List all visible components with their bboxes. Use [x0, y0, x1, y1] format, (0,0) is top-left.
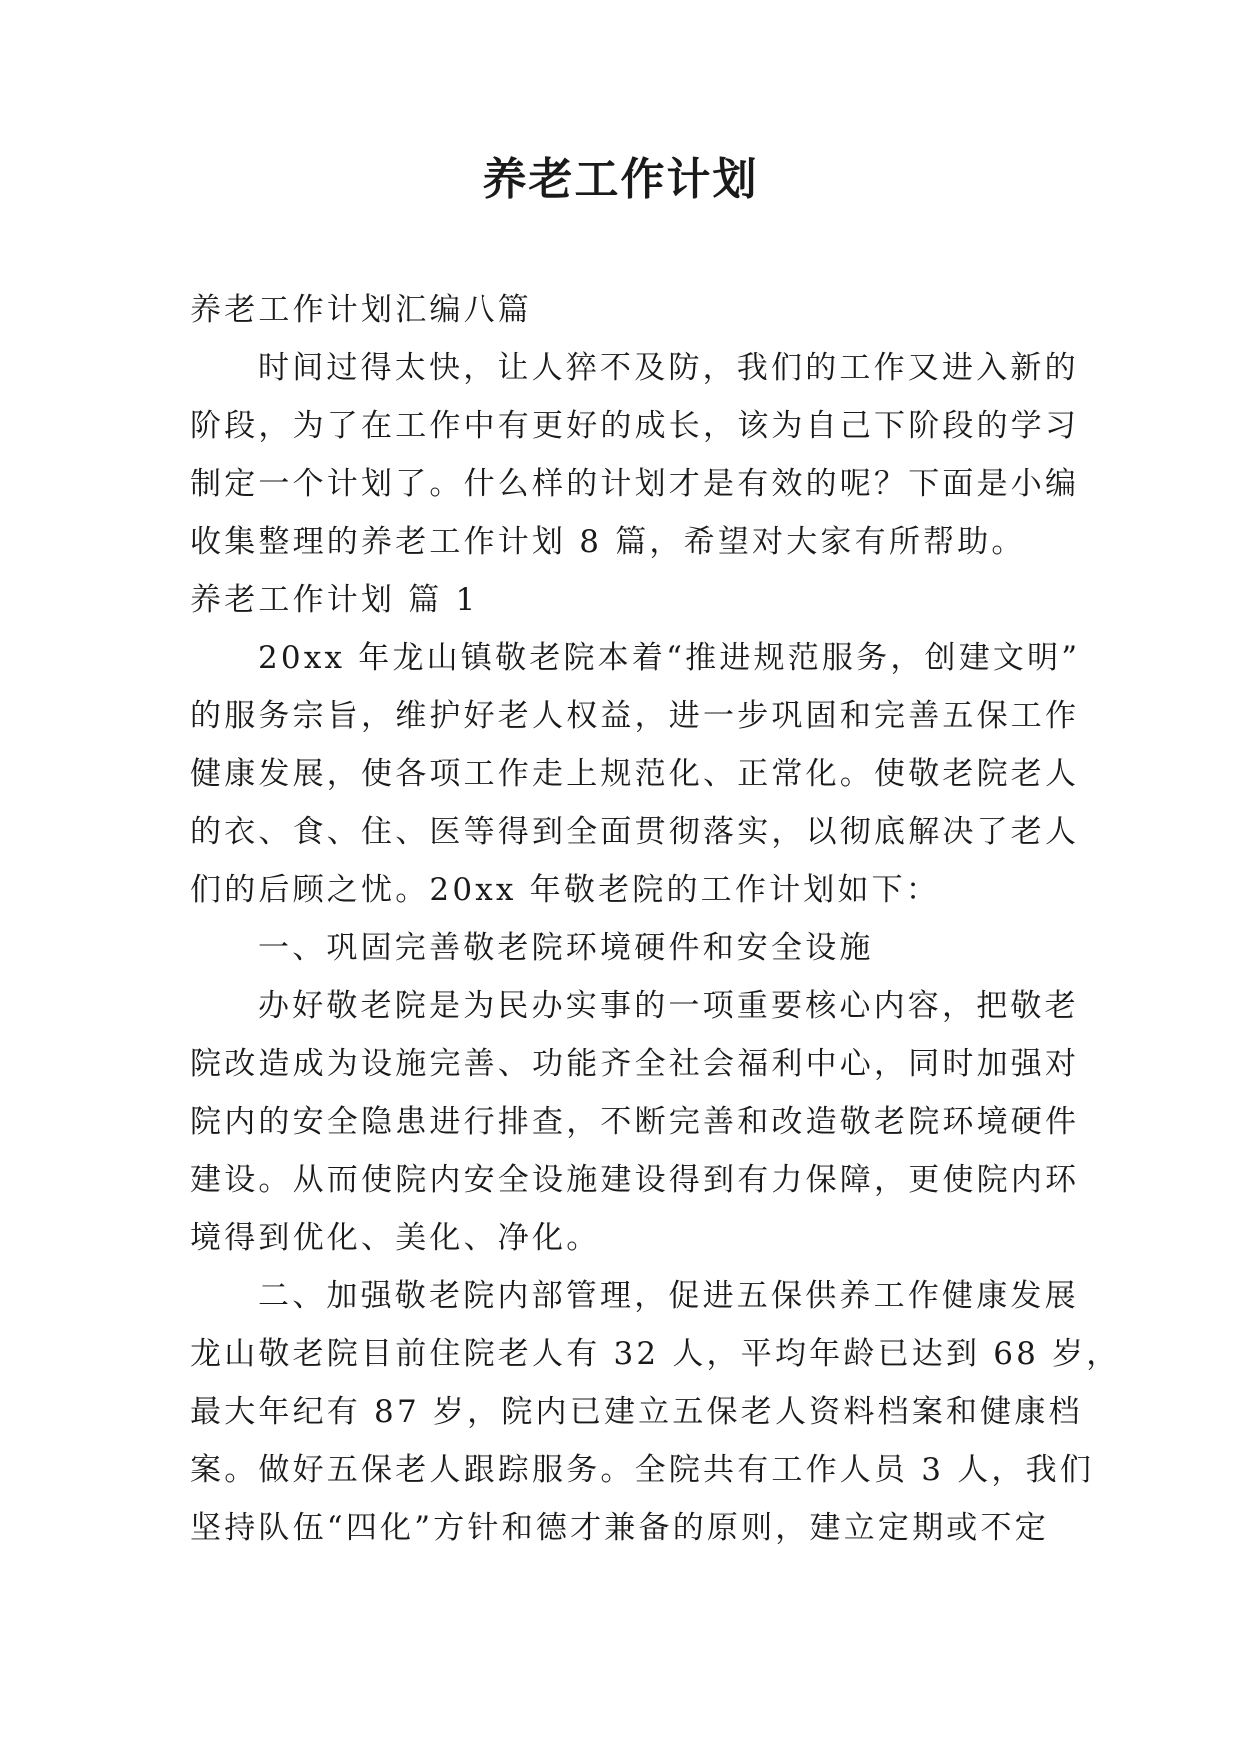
paragraph-line: 的服务宗旨，维护好老人权益，进一步巩固和完善五保工作	[190, 698, 1080, 734]
paragraph-line: 最大年纪有 87 岁，院内已建立五保老人资料档案和健康档	[190, 1394, 1083, 1430]
paragraph-line: 坚持队伍“四化”方针和德才兼备的原则，建立定期或不定	[190, 1510, 1049, 1546]
section-heading: 养老工作计划 篇 1	[190, 582, 479, 618]
paragraph-line: 龙山敬老院目前住院老人有 32 人，平均年龄已达到 68 岁，	[190, 1336, 1121, 1372]
paragraph-line: 阶段，为了在工作中有更好的成长，该为自己下阶段的学习	[190, 408, 1080, 444]
paragraph-line: 院改造成为设施完善、功能齐全社会福利中心，同时加强对	[190, 1046, 1080, 1082]
document-subtitle: 养老工作计划汇编八篇	[190, 292, 532, 328]
paragraph-line: 办好敬老院是为民办实事的一项重要核心内容，把敬老	[258, 988, 1079, 1024]
paragraph-line: 20xx 年龙山镇敬老院本着“推进规范服务，创建文明”	[258, 640, 1081, 676]
document-title: 养老工作计划	[482, 154, 759, 205]
paragraph-line: 收集整理的养老工作计划 8 篇，希望对大家有所帮助。	[190, 524, 1026, 560]
paragraph-line: 案。做好五保老人跟踪服务。全院共有工作人员 3 人，我们	[190, 1452, 1095, 1488]
paragraph-line: 境得到优化、美化、净化。	[190, 1220, 601, 1256]
paragraph-line: 制定一个计划了。什么样的计划才是有效的呢？下面是小编	[190, 466, 1080, 502]
paragraph-line: 健康发展，使各项工作走上规范化、正常化。使敬老院老人	[190, 756, 1080, 792]
paragraph-line: 们的后顾之忧。20xx 年敬老院的工作计划如下：	[190, 872, 941, 908]
paragraph-line: 建设。从而使院内安全设施建设得到有力保障，更使院内环	[190, 1162, 1080, 1198]
paragraph-line: 院内的安全隐患进行排查，不断完善和改造敬老院环境硬件	[190, 1104, 1080, 1140]
paragraph-line: 时间过得太快，让人猝不及防，我们的工作又进入新的	[258, 350, 1079, 386]
paragraph-line: 的衣、食、住、医等得到全面贯彻落实，以彻底解决了老人	[190, 814, 1080, 850]
subsection-heading: 二、加强敬老院内部管理，促进五保供养工作健康发展	[258, 1278, 1079, 1314]
subsection-heading: 一、巩固完善敬老院环境硬件和安全设施	[258, 930, 874, 966]
